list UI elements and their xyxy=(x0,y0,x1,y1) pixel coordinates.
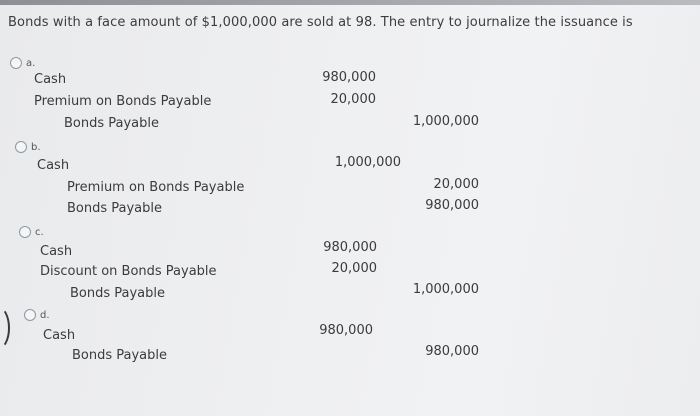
option-b-account-cash: Cash xyxy=(37,158,70,173)
option-b-credit-bonds-payable: 980,000 xyxy=(425,198,479,213)
option-c-account-bonds-payable: Bonds Payable xyxy=(70,286,166,301)
option-b-account-premium: Premium on Bonds Payable xyxy=(67,180,245,195)
option-a-account-cash: Cash xyxy=(34,72,67,87)
option-b-letter: b. xyxy=(31,142,41,153)
option-c-debit-discount: 20,000 xyxy=(331,261,377,276)
option-a-debit-premium: 20,000 xyxy=(330,92,376,107)
option-d-credit-bonds-payable: 980,000 xyxy=(425,344,479,359)
option-d-account-cash: Cash xyxy=(43,328,76,343)
option-c-credit-bonds-payable: 1,000,000 xyxy=(412,282,479,297)
option-d-radio[interactable] xyxy=(24,309,36,321)
option-c-debit-cash: 980,000 xyxy=(323,240,377,255)
option-b-radio[interactable] xyxy=(15,141,27,153)
option-a-radio[interactable] xyxy=(10,57,22,69)
edge-arc-shape xyxy=(0,306,10,350)
option-c-account-cash: Cash xyxy=(40,244,73,259)
option-b-credit-premium: 20,000 xyxy=(433,177,479,192)
option-c-letter: c. xyxy=(35,227,44,238)
option-c-radio[interactable] xyxy=(19,226,31,238)
option-d-account-bonds-payable: Bonds Payable xyxy=(72,348,168,363)
option-a-letter: a. xyxy=(26,58,36,69)
option-b-debit-cash: 1,000,000 xyxy=(334,155,401,170)
option-a-account-premium: Premium on Bonds Payable xyxy=(34,94,212,109)
option-a-account-bonds-payable: Bonds Payable xyxy=(64,116,160,131)
top-bar xyxy=(0,0,700,5)
option-b-account-bonds-payable: Bonds Payable xyxy=(67,201,163,216)
question-text: Bonds with a face amount of $1,000,000 are sold at 98. The entry to journalize the issuance is xyxy=(8,15,633,30)
option-a-debit-cash: 980,000 xyxy=(322,70,376,85)
option-d-debit-cash: 980,000 xyxy=(319,323,373,338)
option-c-account-discount: Discount on Bonds Payable xyxy=(40,264,217,279)
option-d-letter: d. xyxy=(40,310,50,321)
option-a-credit-bonds-payable: 1,000,000 xyxy=(412,114,479,129)
